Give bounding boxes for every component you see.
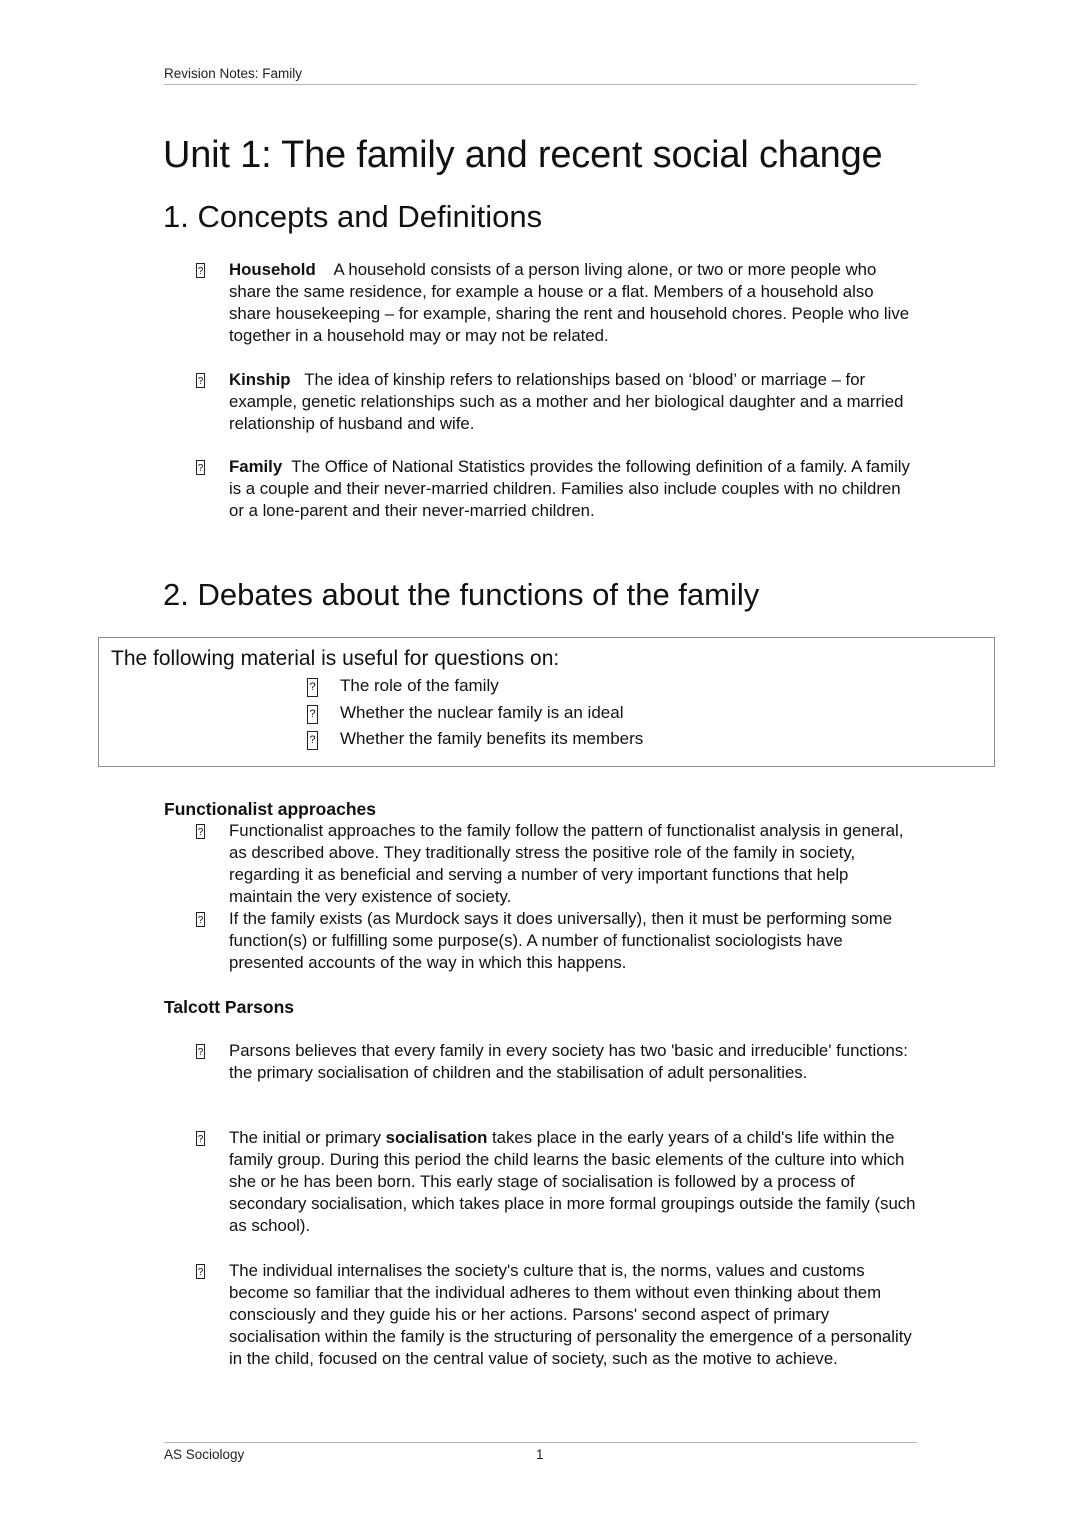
missing-glyph-bullet-icon: ?	[307, 705, 318, 724]
missing-glyph-bullet-icon: ?	[307, 731, 318, 750]
subheading-functionalist: Functionalist approaches	[164, 799, 376, 819]
section-heading-debates: 2. Debates about the functions of the family	[163, 577, 760, 612]
useful-for-title: The following material is useful for questions on:	[111, 647, 560, 670]
functionalist-point: ? If the family exists (as Murdock says it does universally), then it must be performing some function(s) or fulfilling some purpose(s). A number of functionalist sociologists have presented accounts of the way in which this happens.	[197, 909, 893, 972]
missing-glyph-bullet-icon: ?	[196, 263, 205, 278]
term-label: Family	[229, 457, 283, 476]
definition-family	[196, 456, 916, 522]
useful-for-item: ? Whether the family benefits its members	[307, 728, 643, 750]
definition-text: The idea of kinship refers to relationships based on ‘blood’ or marriage – for example, genetic relationships such as a mother and her biological daughter and a married relationship of husband and wife.	[229, 370, 904, 433]
definition-text: The Office of National Statistics provides the following definition of a family. A family is a couple and their never-married children. Families also include couples with no children or a lone-parent and their never-married children.	[229, 457, 910, 520]
definition-household	[196, 259, 916, 347]
header-divider	[164, 84, 917, 85]
parsons-point: ? The individual internalises the society's culture that is, the norms, values and customs become so familiar that the individual adheres to them without even thinking about them consciously and they guide his or her actions. Parsons' second aspect of primary socialisation within the family is the structuring of personality the emergence of a personality in the child, focused on the central value of society, such as the motive to achieve.	[197, 1261, 912, 1368]
footer-course: AS Sociology	[164, 1447, 245, 1462]
term-label: Household	[229, 260, 316, 279]
missing-glyph-bullet-icon: ?	[196, 1044, 205, 1059]
parsons-point: ? Parsons believes that every family in every society has two 'basic and irreducible' functions: the primary socialisation of children and the stabilisation of adult personalities.	[197, 1041, 908, 1082]
running-header: Revision Notes: Family	[164, 66, 303, 81]
key-term: socialisation	[385, 1128, 488, 1147]
page-title: Unit 1: The family and recent social change	[163, 134, 883, 176]
parsons-point: ? The initial or primary socialisation takes place in the early years of a child's life within the family group. During this period the child learns the basic elements of the culture into which she or he has been born. This early stage of socialisation is followed by a process of secondary socialisation, which takes place in more formal groupings outside the family (such as school).	[197, 1128, 916, 1235]
missing-glyph-bullet-icon: ?	[196, 912, 205, 927]
definition-kinship	[196, 369, 916, 435]
definition-text: A household consists of a person living alone, or two or more people who share the same residence, for example a house or a flat. Members of a household also share housekeeping – for example, sharing the rent and household chores. People who live together in a household may or may not be related.	[229, 260, 910, 345]
useful-for-item: ? The role of the family	[307, 675, 499, 697]
footer-divider	[164, 1442, 917, 1443]
subheading-parsons: Talcott Parsons	[164, 997, 294, 1017]
page-number: 1	[536, 1447, 544, 1462]
missing-glyph-bullet-icon: ?	[196, 373, 205, 388]
useful-for-item: ? Whether the nuclear family is an ideal	[307, 702, 623, 724]
functionalist-point: ? Functionalist approaches to the family follow the pattern of functionalist analysis in general, as described above. They traditionally stress the positive role of the family in society, regarding it as beneficial and serving a number of very important functions that help maintain the very existence of society.	[197, 821, 904, 906]
missing-glyph-bullet-icon: ?	[196, 824, 205, 839]
section-heading-concepts: 1. Concepts and Definitions	[163, 199, 543, 234]
missing-glyph-bullet-icon: ?	[196, 1131, 205, 1146]
missing-glyph-bullet-icon: ?	[196, 1264, 205, 1279]
missing-glyph-bullet-icon: ?	[307, 678, 318, 697]
term-label: Kinship	[229, 370, 291, 389]
missing-glyph-bullet-icon: ?	[196, 460, 205, 475]
